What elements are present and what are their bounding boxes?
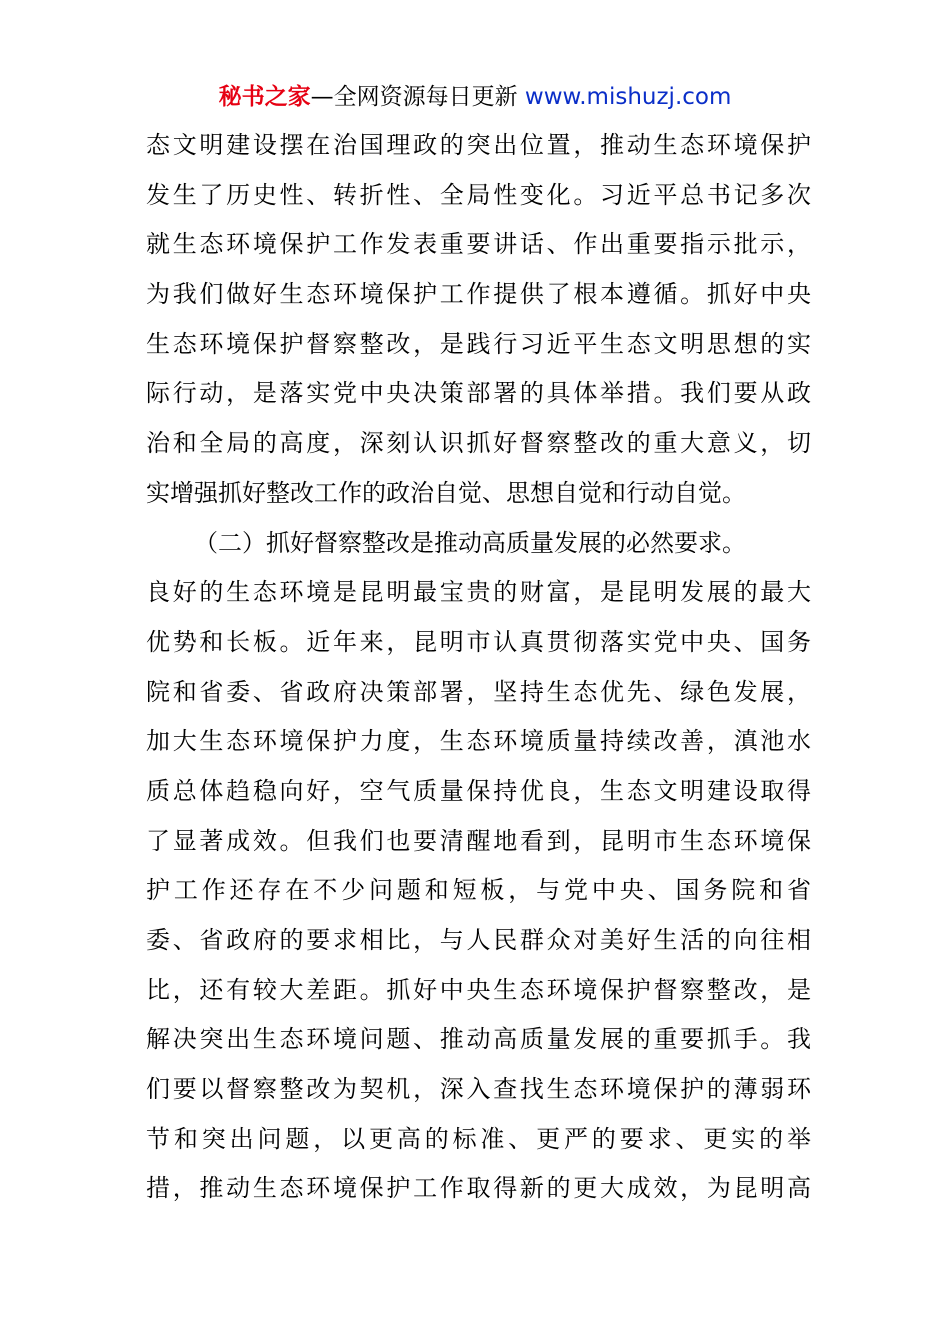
text-line: 生态环境保护督察整改，是践行习近平生态文明思想的实 bbox=[146, 329, 811, 358]
text-line: 际行动，是落实党中央决策部署的具体举措。我们要从政 bbox=[146, 379, 811, 408]
site-tagline: —全网资源每日更新 bbox=[310, 84, 525, 110]
text-line: 了显著成效。但我们也要清醒地看到，昆明市生态环境保 bbox=[146, 826, 811, 855]
text-line: 就生态环境保护工作发表重要讲话、作出重要指示批示， bbox=[146, 230, 811, 259]
text-line: 优势和长板。近年来，昆明市认真贯彻落实党中央、国务 bbox=[146, 627, 811, 656]
section-heading: （二）抓好督察整改是推动高质量发展的必然要求。 bbox=[194, 528, 746, 557]
text-line: 质总体趋稳向好，空气质量保持优良，生态文明建设取得 bbox=[146, 776, 811, 805]
text-line: 们要以督察整改为契机，深入查找生态环境保护的薄弱环 bbox=[146, 1075, 811, 1104]
text-line: 委、省政府的要求相比，与人民群众对美好生活的向往相 bbox=[146, 926, 811, 954]
text-line: 治和全局的高度，深刻认识抓好督察整改的重大意义，切 bbox=[146, 429, 811, 458]
text-line: 院和省委、省政府决策部署，坚持生态优先、绿色发展， bbox=[146, 677, 811, 706]
text-line: 加大生态环境保护力度，生态环境质量持续改善，滇池水 bbox=[146, 727, 811, 756]
text-line: 良好的生态环境是昆明最宝贵的财富，是昆明发展的最大 bbox=[146, 578, 811, 607]
text-line: 态文明建设摆在治国理政的突出位置，推动生态环境保护 bbox=[146, 131, 811, 159]
site-url[interactable]: www.mishuzj.com bbox=[524, 84, 732, 110]
text-line: 比，还有较大差距。抓好中央生态环境保护督察整改，是 bbox=[146, 975, 811, 1004]
site-brand: 秘书之家 bbox=[218, 84, 311, 110]
text-line: 实增强抓好整改工作的政治自觉、思想自觉和行动自觉。 bbox=[146, 478, 746, 507]
text-line: 解决突出生态环境问题、推动高质量发展的重要抓手。我 bbox=[146, 1025, 811, 1054]
text-line: 发生了历史性、转折性、全局性变化。习近平总书记多次 bbox=[146, 180, 811, 209]
site-header bbox=[0, 80, 950, 114]
text-line: 措，推动生态环境保护工作取得新的更大成效，为昆明高 bbox=[146, 1174, 811, 1203]
text-line: 为我们做好生态环境保护工作提供了根本遵循。抓好中央 bbox=[146, 280, 811, 309]
text-line: 节和突出问题，以更高的标准、更严的要求、更实的举 bbox=[146, 1124, 811, 1153]
document-body bbox=[146, 121, 811, 1214]
text-line: 护工作还存在不少问题和短板，与党中央、国务院和省 bbox=[146, 876, 811, 905]
